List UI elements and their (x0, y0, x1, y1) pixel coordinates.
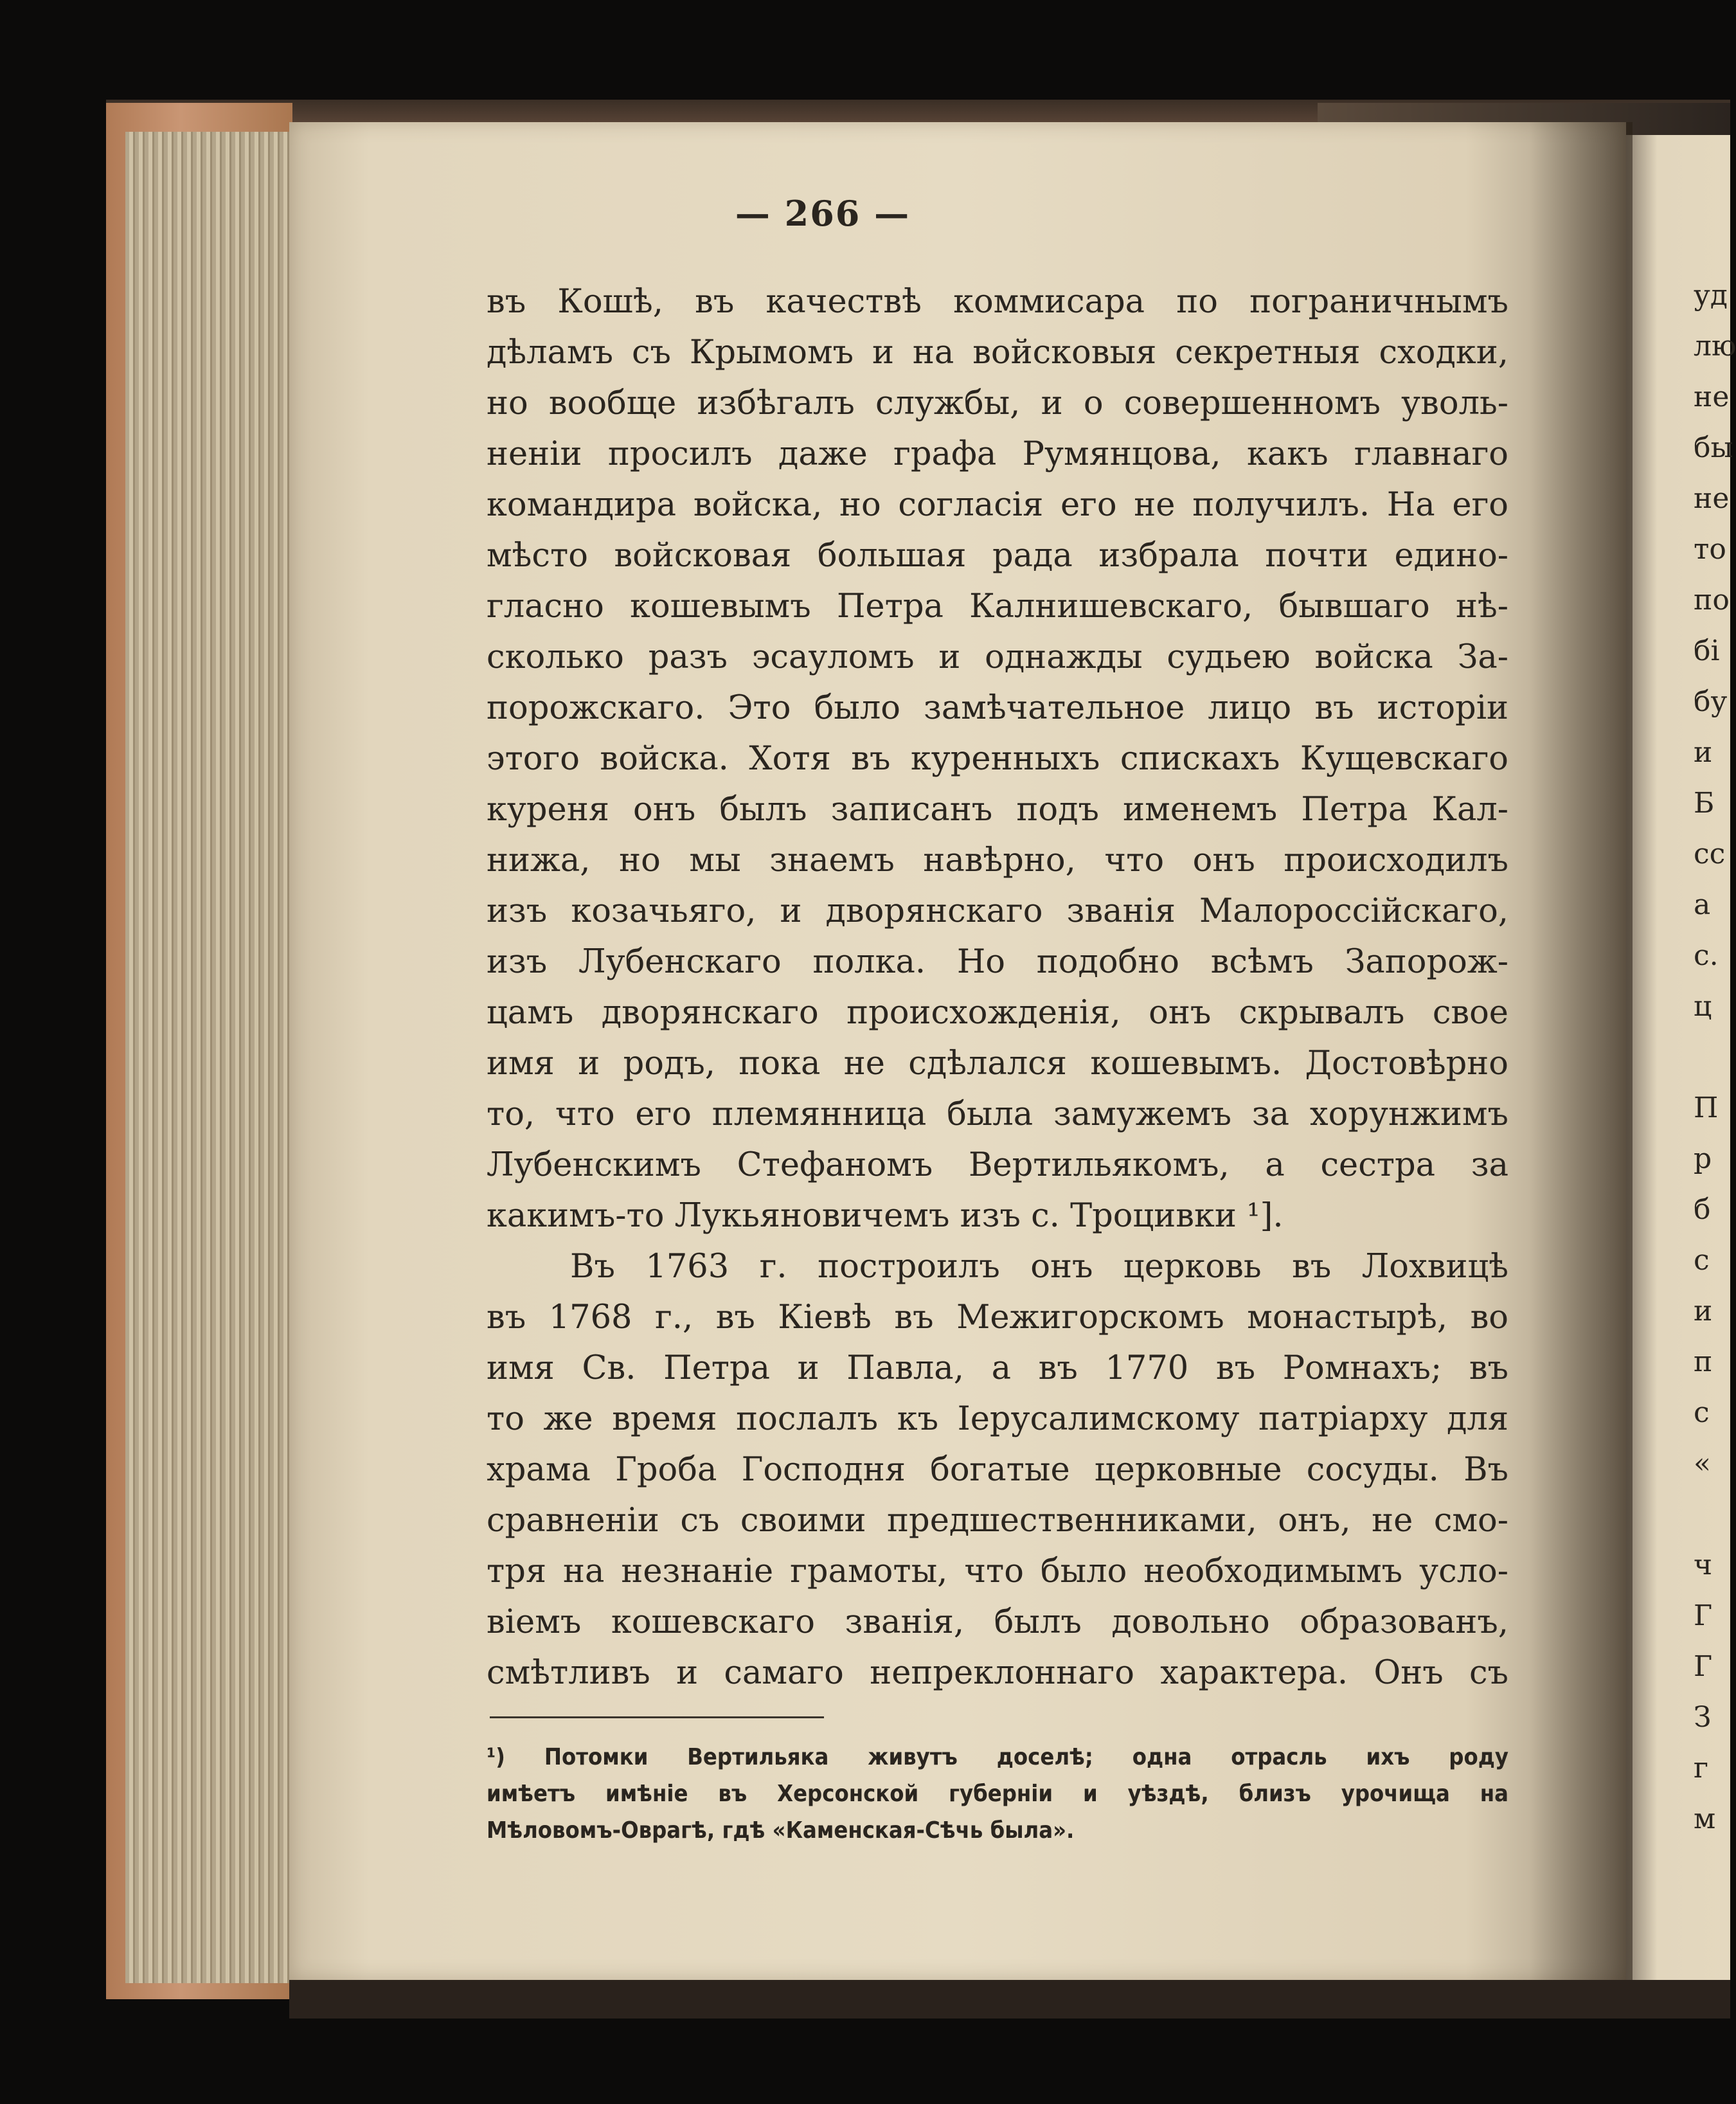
fragment: и (1694, 1295, 1713, 1327)
fragment: бы (1694, 431, 1733, 464)
fragment: не (1694, 381, 1730, 413)
fragment: по (1694, 584, 1730, 616)
fragment: не (1694, 482, 1730, 515)
footnote-line: ¹) Потомки Вертильяка живутъ доселѣ; одна отрасль ихъ роду (487, 1744, 1508, 1770)
fragment: сс (1694, 838, 1726, 870)
text-line: мѣсто войсковая большая рада избрала почти едино- (487, 537, 1508, 575)
text-line: дѣламъ съ Крымомъ и на войсковыя секретныя сходки, (487, 334, 1508, 372)
fragment: с (1694, 1244, 1710, 1277)
fragment: уд (1694, 279, 1728, 312)
text-line: цамъ дворянскаго происхожденія, онъ скрывалъ свое (487, 994, 1508, 1032)
footnote-rule (490, 1716, 824, 1718)
fragment: бі (1694, 634, 1720, 667)
fragment (1694, 1032, 1732, 1083)
text-line: но вообще избѣгалъ службы, и о совершенномъ уволь- (487, 384, 1508, 422)
page-gutter-shadow (1530, 122, 1633, 1980)
fragment: Б (1694, 787, 1715, 820)
fragment: с (1694, 1396, 1710, 1429)
text-line: тря на незнаніе грамоты, что было необходимымъ усло- (487, 1552, 1508, 1590)
text-line: то же время послалъ къ Іерусалимскому патріарху для (487, 1400, 1508, 1438)
text-line: храма Гроба Господня богатые церковные сосуды. Въ (487, 1451, 1508, 1489)
text-line: сравненіи съ своими предшественниками, онъ, не смо- (487, 1502, 1508, 1540)
fragment: Г (1694, 1650, 1713, 1683)
text-line: віемъ кошевскаго званія, былъ довольно образованъ, (487, 1603, 1508, 1641)
fragment: ц (1694, 990, 1712, 1023)
facing-page-text (1694, 270, 1736, 1844)
fragment: а (1694, 888, 1711, 921)
text-line: Лубенскимъ Стефаномъ Вертильякомъ, а сестра за (487, 1146, 1508, 1184)
fragment (1694, 1489, 1732, 1540)
fragment: г (1694, 1752, 1709, 1785)
text-line: какимъ-то Лукьяновичемъ изъ с. Троцивки ¹]. (487, 1197, 1284, 1235)
fragment: то (1694, 533, 1726, 566)
page-stack-edges (125, 132, 289, 1983)
text-line: нижа, но мы знаемъ навѣрно, что онъ происходилъ (487, 841, 1508, 879)
text-line: неніи просилъ даже графа Румянцова, какъ главнаго (487, 435, 1508, 473)
fragment: Г (1694, 1599, 1713, 1632)
fragment: лю (1694, 330, 1736, 363)
text-line: изъ козачьяго, и дворянскаго званія Малороссійскаго, (487, 892, 1508, 930)
fragment: м (1694, 1803, 1716, 1835)
fragment: « (1694, 1447, 1711, 1480)
book-bottom-edge (289, 1980, 1730, 2019)
body-text (487, 276, 1508, 1698)
footnote-line: имѣетъ имѣніе въ Херсонской губерніи и уѣздѣ, близъ урочища на (487, 1781, 1508, 1807)
page-number: — 266 — (735, 193, 911, 234)
fragment: с. (1694, 939, 1719, 972)
text-line: изъ Лубенскаго полка. Но подобно всѣмъ Запорож- (487, 943, 1508, 981)
text-line: порожскаго. Это было замѣчательное лицо въ исторіи (487, 689, 1508, 727)
text-line: гласно кошевымъ Петра Калнишевскаго, бывшаго нѣ- (487, 588, 1508, 625)
text-line: этого войска. Хотя въ куренныхъ спискахъ Кущевскаго (487, 740, 1508, 778)
text-line: имя и родъ, пока не сдѣлался кошевымъ. Достовѣрно (487, 1045, 1508, 1083)
fragment: б (1694, 1193, 1711, 1226)
fragment: З (1694, 1701, 1712, 1734)
footnote (487, 1739, 1508, 1849)
text-line: смѣтливъ и самаго непреклоннаго характера. Онъ съ (487, 1654, 1508, 1692)
fragment: р (1694, 1142, 1712, 1175)
text-line: то, что его племянница была замужемъ за хорунжимъ (487, 1095, 1508, 1133)
footnote-line: Мѣловомъ-Оврагѣ, гдѣ «Каменская-Сѣчь была». (487, 1817, 1075, 1844)
fragment: ч (1694, 1549, 1713, 1581)
text-line: командира войска, но согласія его не получилъ. На его (487, 486, 1508, 524)
text-line: въ 1768 г., въ Кіевѣ въ Межигорскомъ монастырѣ, во (487, 1299, 1508, 1336)
text-line: въ Кошѣ, въ качествѣ коммисара по пограничнымъ (487, 283, 1508, 321)
fragment: бу (1694, 685, 1728, 718)
text-line: сколько разъ эсауломъ и однажды судьею войска За- (487, 638, 1508, 676)
fragment: и (1694, 736, 1713, 769)
text-line: Въ 1763 г. построилъ онъ церковь въ Лохвицѣ (570, 1248, 1508, 1286)
fragment: п (1694, 1345, 1713, 1378)
text-line: имя Св. Петра и Павла, а въ 1770 въ Ромнахъ; въ (487, 1349, 1508, 1387)
text-line: куреня онъ былъ записанъ подъ именемъ Петра Кал- (487, 791, 1508, 829)
fragment: П (1694, 1092, 1719, 1124)
